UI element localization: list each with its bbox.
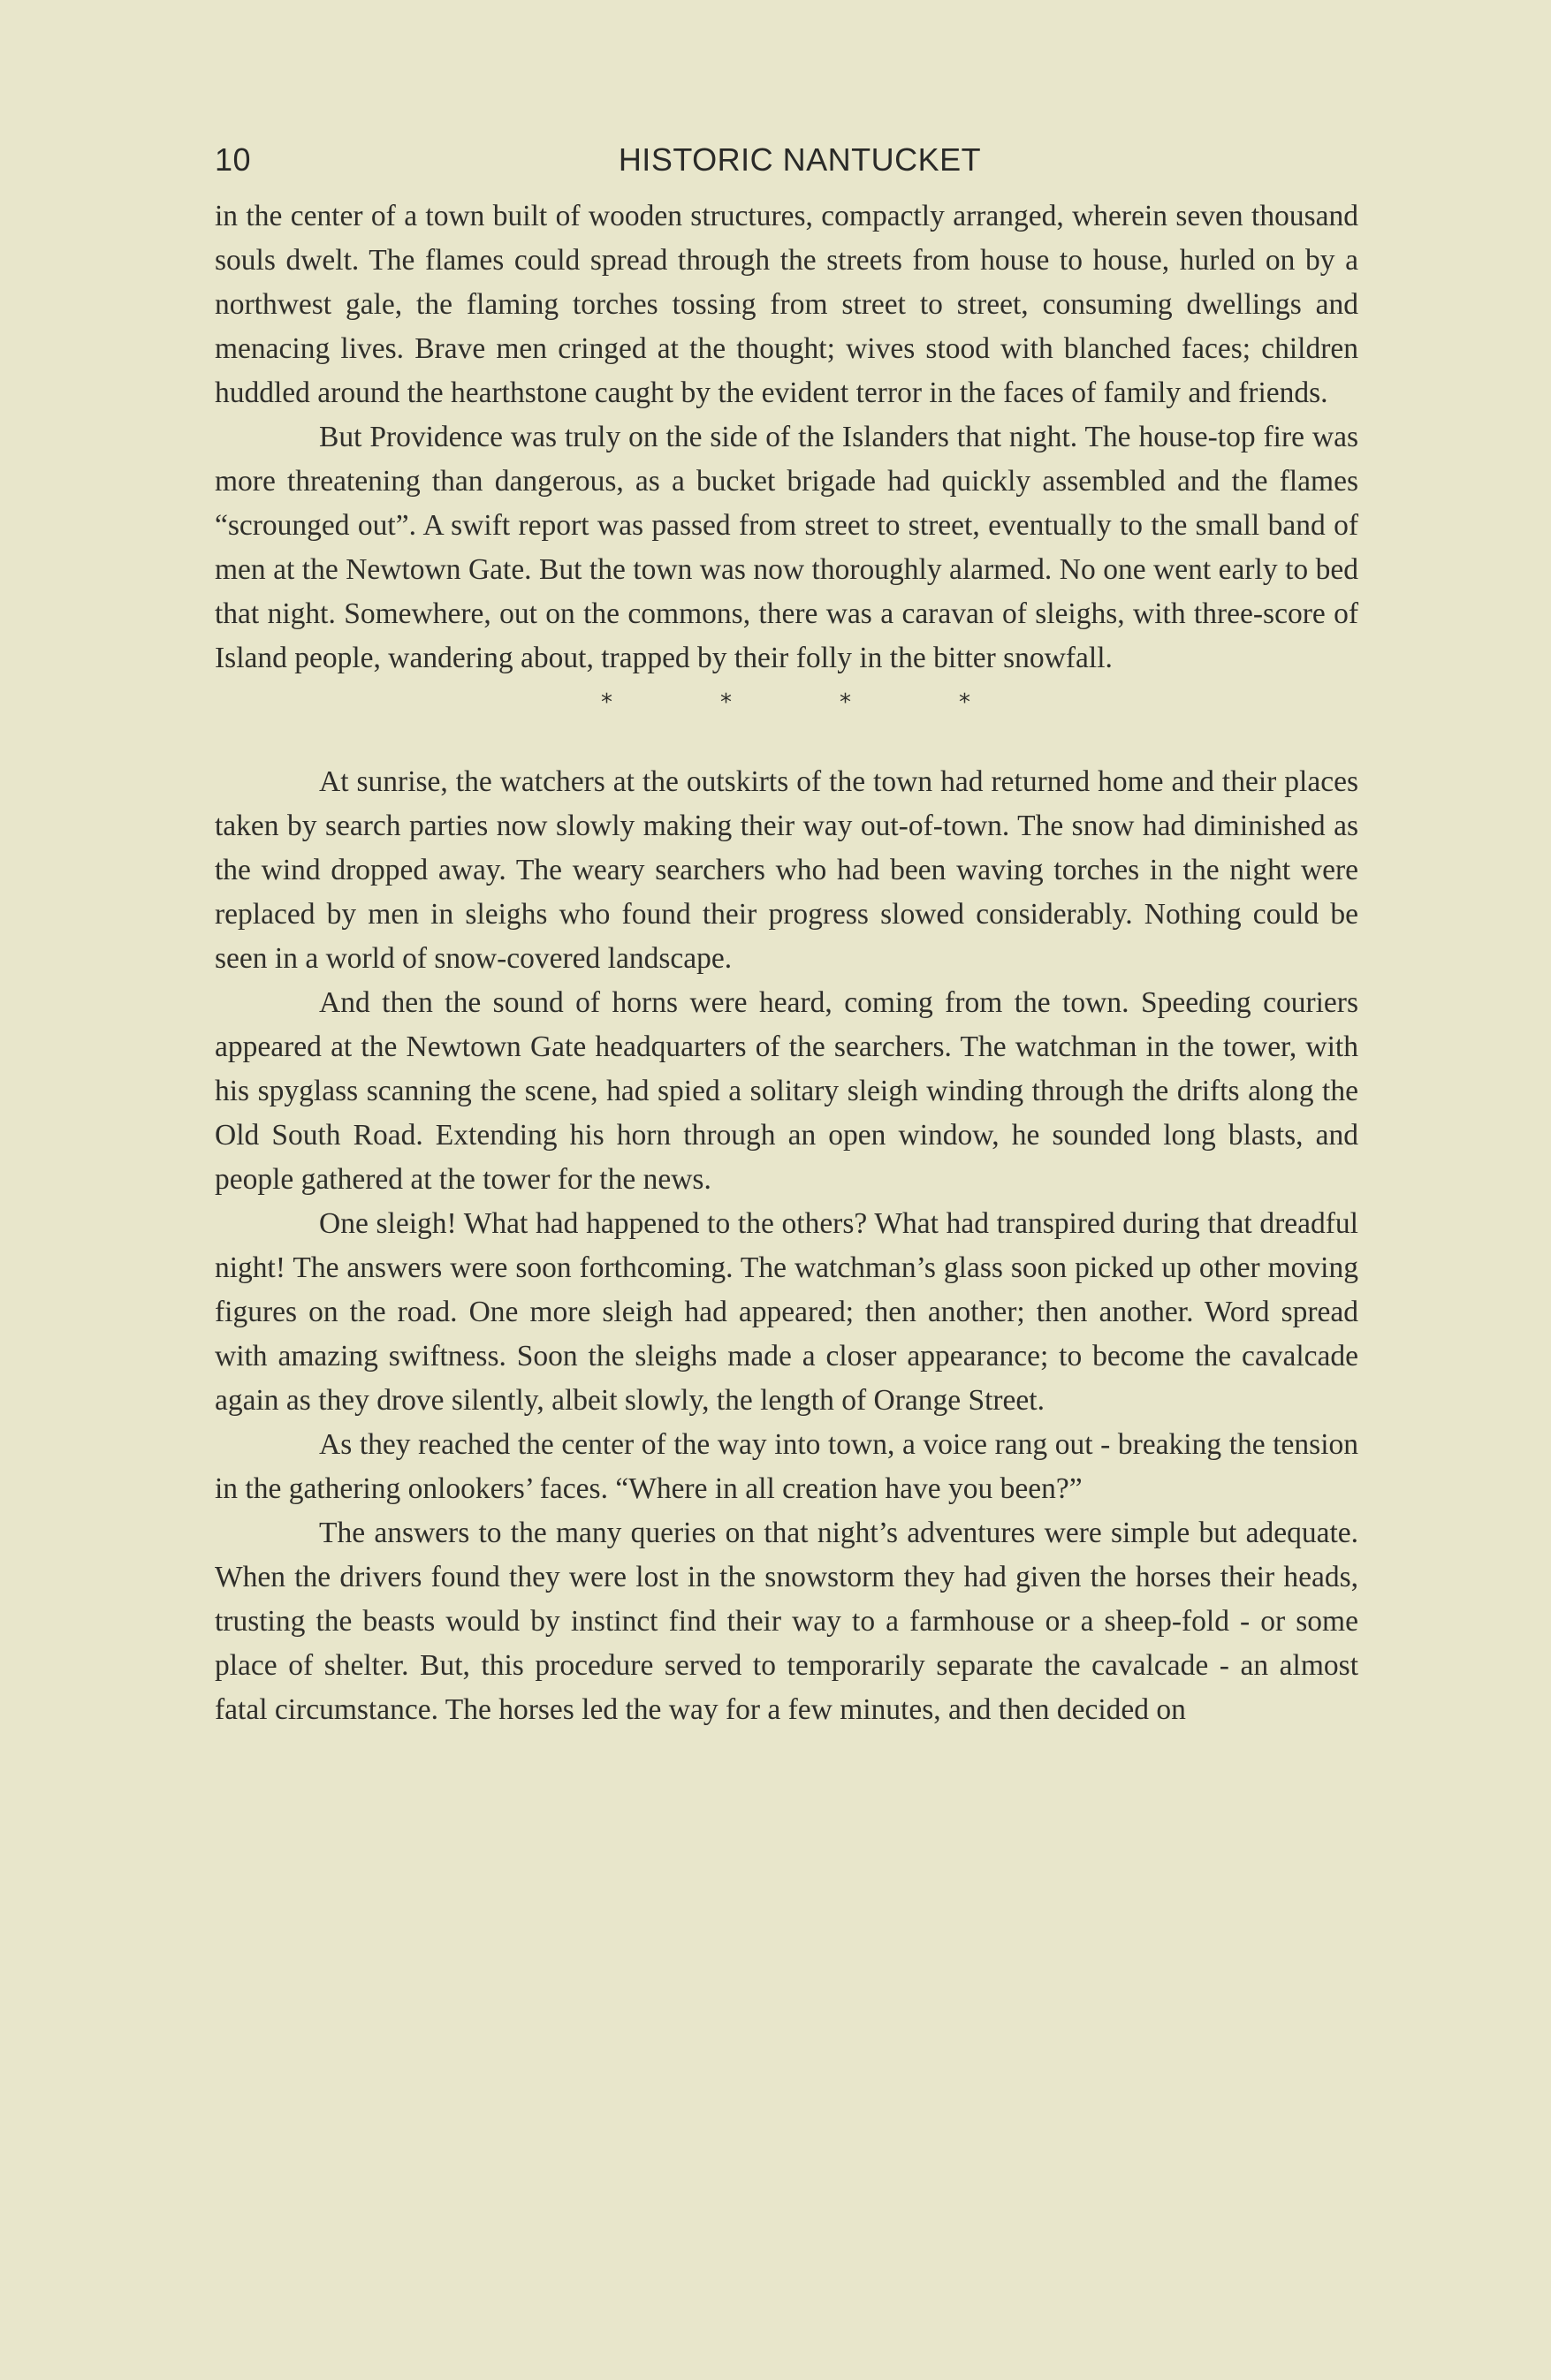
paragraph: And then the sound of horns were heard, coming from the town. Speeding couriers appeared at the Newtown Gate headquarters of the searchers. The watchman in the tower, with his spyglass scanning the scene, had spied a solitary sleigh winding through the drifts along the Old South Road. Extending his horn through an open window, he sounded long blasts, and people gathered at the tower for the news.: [215, 986, 1358, 1196]
page-header: [215, 141, 1358, 186]
paragraph-continued: in the center of a town built of wooden structures, compactly arranged, wherein seven thousand souls dwelt. The flames could spread through the streets from house to house, hurled on by a northwest gale, the flaming torches tossing from street to street, consuming dwellings and menacing lives. Brave men cringed at the thought; wives stood with blanched faces; children huddled around the hearthstone caught by the evident terror in the faces of family and friends.: [215, 200, 1358, 409]
section-break: [215, 681, 1358, 760]
section-break-star: *: [959, 689, 970, 716]
section-break-star: *: [601, 689, 612, 716]
section-break-star: *: [720, 689, 732, 716]
running-head: HISTORIC NANTUCKET: [618, 141, 982, 178]
paragraph: At sunrise, the watchers at the outskirts of the town had returned home and their places taken by search parties now slowly making their way out-of-town. The snow had diminished as the wind dropped away. The weary searchers who had been waving torches in the night were replaced by men in sleighs who found their progress slowed considerably. Nothing could be seen in a world of snow-covered landscape.: [215, 765, 1358, 975]
paragraph: One sleigh! What had happened to the others? What had transpired during that dreadful night! The answers were soon forthcoming. The watchman’s glass soon picked up other moving figures on the road. One more sleigh had appeared; then another; then another. Word spread with amazing swiftness. Soon the sleighs made a closer appearance; to become the cavalcade again as they drove silently, albeit slowly, the length of Orange Street.: [215, 1207, 1358, 1417]
page-number: 10: [215, 141, 252, 178]
paragraph: As they reached the center of the way into town, a voice rang out - breaking the tension in the gathering onlookers’ faces. “Where in all creation have you been?”: [215, 1428, 1358, 1505]
body-text: [215, 194, 1358, 1732]
paragraph: The answers to the many queries on that night’s adventures were simple but adequate. When the drivers found they were lost in the snowstorm they had given the horses their heads, trusting the beasts would by instinct find their way to a farmhouse or a sheep-fold - or some place of shelter. But, this procedure served to temporarily separate the cavalcade - an almost fatal circumstance. The horses led the way for a few minutes, and then decided on: [215, 1517, 1358, 1726]
section-break-star: *: [840, 689, 851, 716]
paragraph: But Providence was truly on the side of the Islanders that night. The house-top fire was more threatening than dangerous, as a bucket brigade had quickly assembled and the flames “scrounged out”. A swift report was passed from street to street, eventually to the small band of men at the Newtown Gate. But the town was now thoroughly alarmed. No one went early to bed that night. Somewhere, out on the commons, there was a caravan of sleighs, with three-score of Island people, wandering about, trapped by their folly in the bitter snowfall.: [215, 421, 1358, 674]
